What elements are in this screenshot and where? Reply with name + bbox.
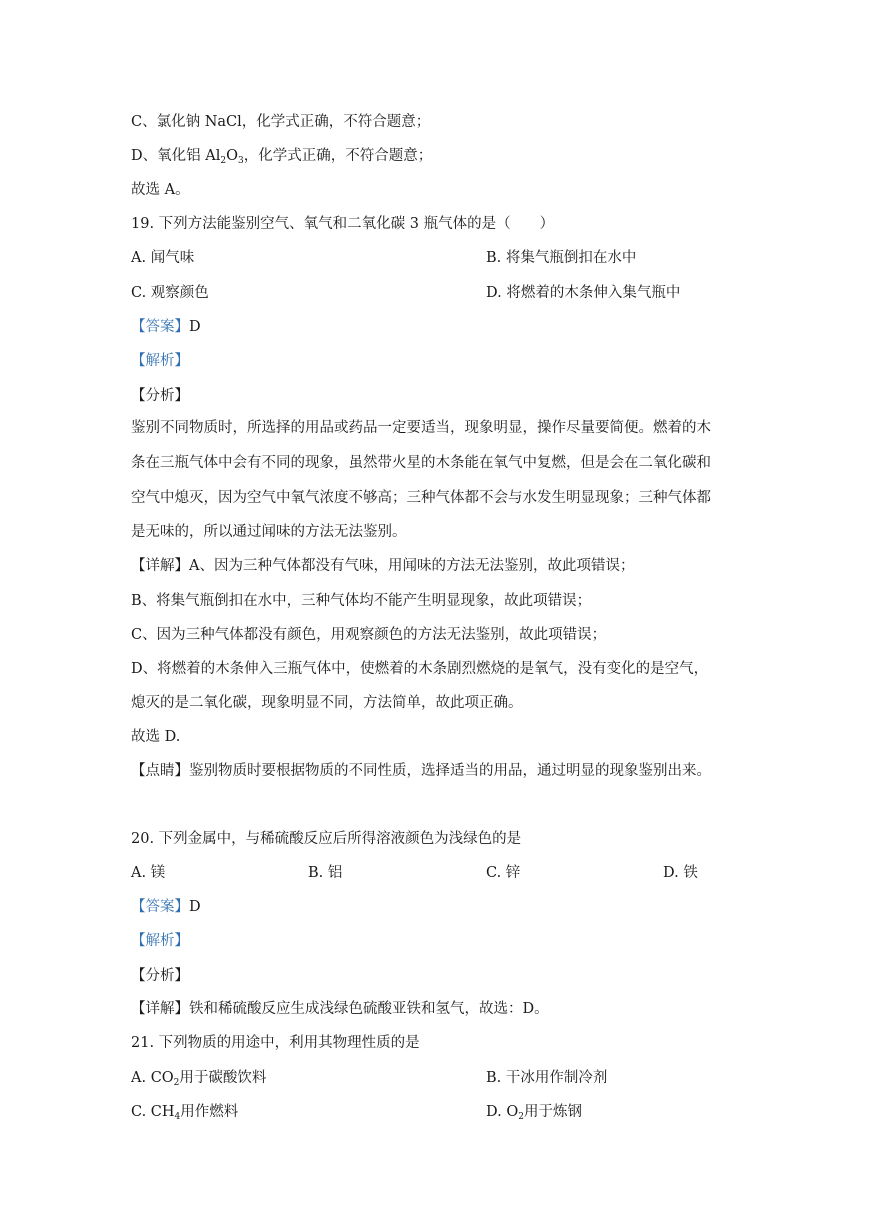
q20-analysis-tag: 【解析】 [131, 933, 189, 949]
q20-fenxi: 【分析】 [131, 968, 189, 984]
text: 用于炼钢 [523, 1104, 582, 1120]
text: O [226, 148, 238, 164]
q20-option-b: B. 铝 [308, 865, 343, 881]
q19-detail-line: B、将集气瓶倒扣在水中，三种气体均不能产生明显现象，故此项错误； [131, 593, 592, 609]
q19-fenxi: 【分析】 [131, 388, 189, 404]
prev-option-d [131, 146, 432, 171]
q21-option-a [131, 1068, 266, 1093]
q21-option-d [486, 1102, 582, 1127]
q19-detail-line: D、将燃着的木条伸入三瓶气体中，使燃着的木条剧烈燃烧的是氧气，没有变化的是空气， [131, 661, 709, 677]
q20-answer [131, 897, 201, 917]
q19-comment: 【点睛】鉴别物质时要根据物质的不同性质，选择适当的用品，通过明显的现象鉴别出来。 [131, 763, 711, 779]
q19-option-b: B. 将集气瓶倒扣在水中 [486, 250, 637, 266]
text: D、氧化铝 Al [131, 148, 221, 164]
text: C. CH [131, 1104, 175, 1120]
q19-detail-line: C、因为三种气体都没有颜色，用观察颜色的方法无法鉴别，故此项错误； [131, 627, 607, 643]
q19-analysis-tag: 【解析】 [131, 353, 189, 369]
subscript: 2 [220, 156, 227, 166]
text: D. O [486, 1104, 519, 1120]
answer-tag: 【答案】 [131, 319, 189, 335]
prev-option-c: C、氯化钠 NaCl，化学式正确，不符合题意； [131, 114, 431, 130]
prev-choose: 故选 A。 [131, 182, 190, 198]
q19-option-d: D. 将燃着的木条伸入集气瓶中 [486, 285, 681, 301]
q20-detail: 【详解】铁和稀硫酸反应生成浅绿色硫酸亚铁和氢气，故选：D。 [131, 1001, 549, 1017]
q20-option-c: C. 锌 [486, 865, 521, 881]
subscript: 2 [518, 1112, 524, 1122]
q20-option-d: D. 铁 [663, 865, 698, 881]
text: ，化学式正确，不符合题意； [243, 148, 433, 164]
q19-detail-line: 熄灭的是二氧化碳，现象明显不同，方法简单，故此项正确。 [131, 695, 523, 711]
q19-detail-line: 【详解】A、因为三种气体都没有气味，用闻味的方法无法鉴别，故此项错误； [131, 558, 635, 574]
answer-value: D [189, 319, 201, 335]
q19-option-a: A. 闻气味 [131, 250, 195, 266]
q19-analysis-line: 是无味的，所以通过闻味的方法无法鉴别。 [131, 524, 407, 540]
subscript: 3 [237, 156, 244, 166]
q20-stem: 20. 下列金属中，与稀硫酸反应后所得溶液颜色为浅绿色的是 [131, 831, 522, 847]
text: 用作燃料 [180, 1104, 239, 1120]
answer-value: D [189, 899, 201, 915]
q20-option-a: A. 镁 [131, 865, 166, 881]
q19-analysis-line: 空气中熄灭，因为空气中氧气浓度不够高；三种气体都不会与水发生明显现象；三种气体都 [131, 490, 711, 506]
q19-stem: 19. 下列方法能鉴别空气、氧气和二氧化碳 3 瓶气体的是（ ） [131, 216, 555, 232]
q21-stem: 21. 下列物质的用途中，利用其物理性质的是 [131, 1035, 420, 1051]
q21-option-b: B. 干冰用作制冷剂 [486, 1070, 608, 1086]
q19-choose: 故选 D. [131, 729, 181, 745]
text: 用于碳酸饮料 [179, 1070, 267, 1086]
text: A. CO [131, 1070, 174, 1086]
q19-analysis-line: 鉴别不同物质时，所选择的用品或药品一定要适当，现象明显，操作尽量要简便。燃着的木 [131, 420, 711, 436]
subscript: 2 [173, 1078, 180, 1088]
q19-analysis-line: 条在三瓶气体中会有不同的现象，虽然带火星的木条能在氧气中复燃，但是会在二氧化碳和 [131, 455, 711, 471]
q19-answer [131, 317, 201, 337]
subscript: 4 [174, 1112, 181, 1122]
answer-tag: 【答案】 [131, 899, 189, 915]
q19-option-c: C. 观察颜色 [131, 285, 209, 301]
q21-option-c [131, 1102, 238, 1127]
